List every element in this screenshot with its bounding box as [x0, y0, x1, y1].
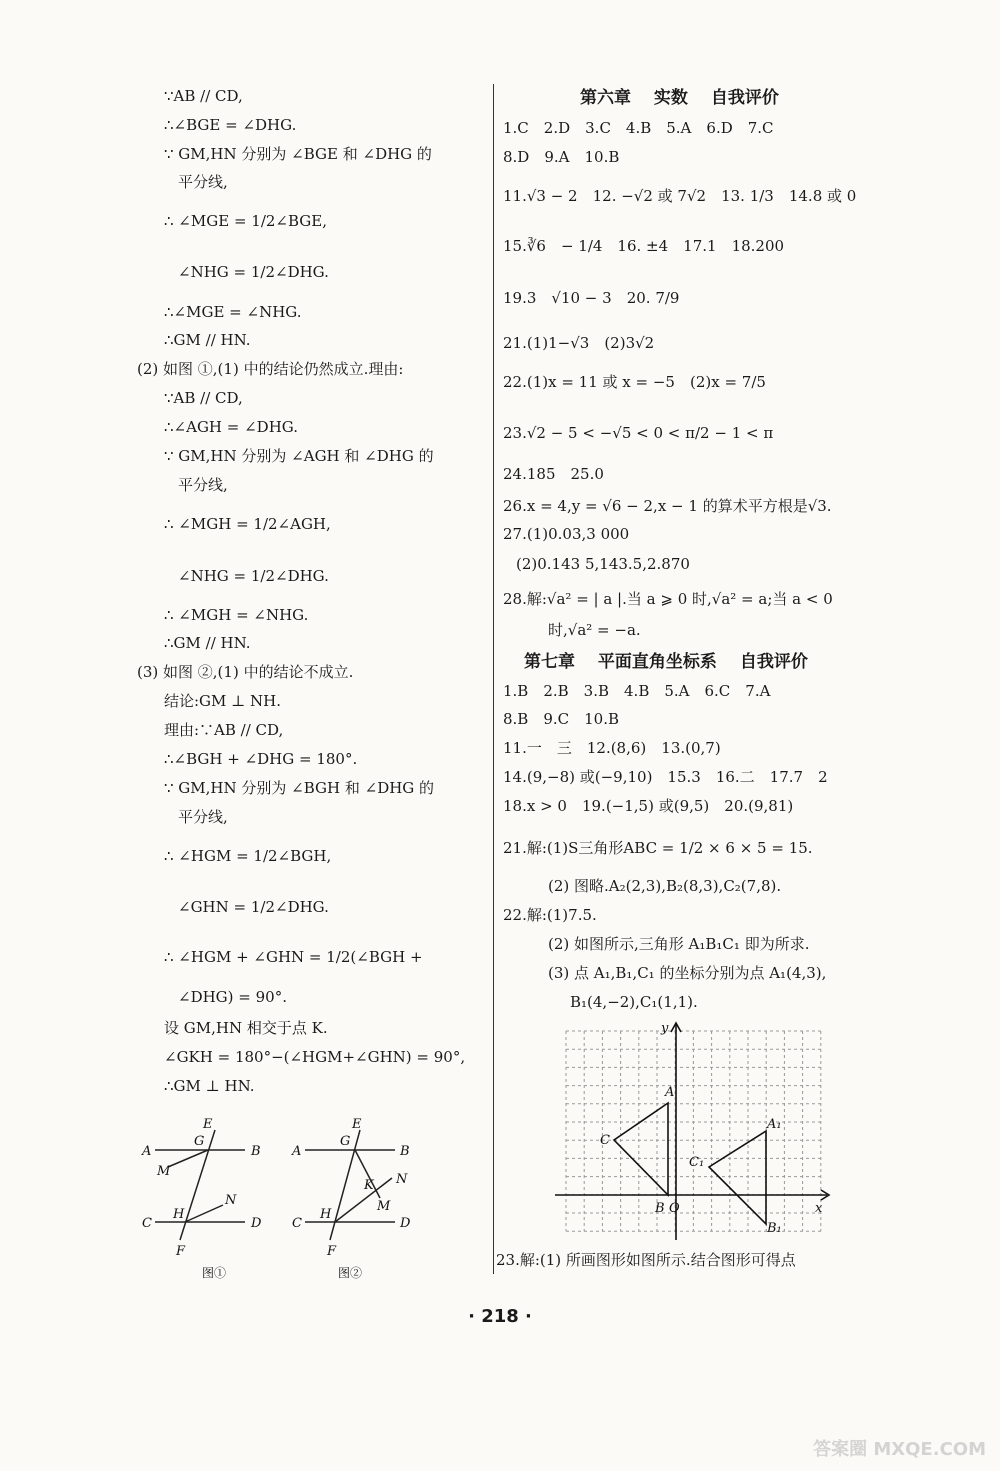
label-N: N — [225, 1193, 237, 1208]
text-line: 时,√a² = −a. — [548, 621, 641, 639]
page-number: · 218 · — [468, 1306, 532, 1327]
text-line: 24.185 25.0 — [503, 465, 604, 483]
text-line: ∵ GM,HN 分别为 ∠BGH 和 ∠DHG 的 — [164, 779, 435, 797]
column-divider — [493, 84, 494, 1274]
text-line: (2) 如图所示,三角形 A₁B₁C₁ 即为所求. — [548, 935, 810, 953]
text-line: ∴GM // HN. — [164, 634, 251, 652]
text-line: 27.(1)0.03,3 000 — [503, 525, 630, 543]
text-line: 11.一 三 12.(8,6) 13.(0,7) — [503, 739, 721, 757]
text-line: (3) 如图 ②,(1) 中的结论不成立. — [137, 663, 354, 681]
text-line: 18.x > 0 19.(−1,5) 或(9,5) 20.(9,81) — [503, 797, 794, 815]
label-G: G — [340, 1134, 351, 1149]
text-line: 23.解:(1) 所画图形如图所示.结合图形可得点 — [496, 1251, 796, 1269]
text-line: 19.3 √10 − 3 20. 7/9 — [503, 289, 680, 307]
text-line: 8.D 9.A 10.B — [503, 148, 620, 166]
label-E: E — [352, 1117, 362, 1132]
text-line: 理由:∵AB // CD, — [164, 721, 284, 739]
text-line: ∴GM ⊥ HN. — [164, 1077, 255, 1095]
label-D: D — [400, 1216, 411, 1231]
text-line: ∵ GM,HN 分别为 ∠BGE 和 ∠DHG 的 — [164, 145, 432, 163]
label-G: G — [194, 1134, 205, 1149]
text-line: B₁(4,−2),C₁(1,1). — [570, 993, 698, 1011]
label-B: B — [400, 1144, 410, 1159]
point-B1-label: B₁ — [767, 1221, 782, 1236]
text-line: ∴ ∠MGH = 1/2∠AGH, — [164, 515, 331, 533]
text-line: ∴ ∠HGM + ∠GHN = 1/2(∠BGH + — [164, 948, 423, 966]
coordinate-grid — [545, 1018, 845, 1248]
text-line: 8.B 9.C 10.B — [503, 710, 620, 728]
label-B: B — [251, 1144, 261, 1159]
text-line: 21.(1)1−√3 (2)3√2 — [503, 334, 655, 352]
label-E: E — [203, 1117, 213, 1132]
label-F: F — [327, 1244, 337, 1259]
label-H: H — [173, 1207, 185, 1222]
label-F: F — [176, 1244, 186, 1259]
label-M: M — [377, 1199, 391, 1214]
text-line: 11.√3 − 2 12. −√2 或 7√2 13. 1/3 14.8 或 0 — [503, 187, 857, 205]
origin-label: O — [669, 1201, 680, 1216]
text-line: (2)0.143 5,143.5,2.870 — [516, 555, 690, 573]
text-line: 28.解:√a² = | a |.当 a ⩾ 0 时,√a² = a;当 a < 0 — [503, 590, 833, 608]
point-C1-label: C₁ — [689, 1155, 705, 1170]
point-C-label: C — [600, 1133, 610, 1148]
point-A-label: A — [665, 1085, 675, 1100]
text-line: (3) 点 A₁,B₁,C₁ 的坐标分别为点 A₁(4,3), — [548, 964, 827, 982]
text-line: ∵AB // CD, — [164, 87, 243, 105]
text-line: 结论:GM ⊥ NH. — [164, 692, 282, 710]
text-line: ∠NHG = 1/2∠DHG. — [178, 263, 329, 281]
text-line: ∵AB // CD, — [164, 389, 243, 407]
text-line: ∠GHN = 1/2∠DHG. — [178, 898, 329, 916]
text-line: 21.解:(1)S三角形ABC = 1/2 × 6 × 5 = 15. — [503, 839, 813, 857]
text-line: 14.(9,−8) 或(−9,10) 15.3 16.二 17.7 2 — [503, 768, 828, 786]
point-A1-label: A₁ — [767, 1117, 782, 1132]
figure-1-caption: 图① — [202, 1266, 227, 1280]
label-M: M — [157, 1164, 171, 1179]
text-line: ∴ ∠MGE = 1/2∠BGE, — [164, 212, 327, 230]
text-line: ∴∠AGH = ∠DHG. — [164, 418, 299, 436]
text-line: 23.√2 − 5 < −√5 < 0 < π/2 − 1 < π — [503, 424, 774, 442]
text-line: ∠DHG) = 90°. — [178, 988, 287, 1006]
label-K: K — [364, 1178, 374, 1193]
chapter-7-heading: 第七章 平面直角坐标系 自我评价 — [524, 652, 808, 672]
text-line: 26.x = 4,y = √6 − 2,x − 1 的算术平方根是√3. — [503, 497, 832, 515]
text-line: 22.(1)x = 11 或 x = −5 (2)x = 7/5 — [503, 373, 766, 391]
text-line: ∴∠MGE = ∠NHG. — [164, 303, 302, 321]
label-C: C — [142, 1216, 152, 1231]
text-line: ∴∠BGH + ∠DHG = 180°. — [164, 750, 358, 768]
text-line: ∴ ∠MGH = ∠NHG. — [164, 606, 309, 624]
text-line: 平分线, — [178, 476, 228, 494]
text-line: ∠NHG = 1/2∠DHG. — [178, 567, 329, 585]
text-line: 15.∛6 − 1/4 16. ±4 17.1 18.200 — [503, 237, 785, 255]
text-line: ∠GKH = 180°−(∠HGM+∠GHN) = 90°, — [164, 1048, 466, 1066]
text-line: ∴∠BGE = ∠DHG. — [164, 116, 297, 134]
x-axis-label: x — [815, 1201, 823, 1216]
text-line: ∴GM // HN. — [164, 331, 251, 349]
y-axis-label: y — [661, 1021, 669, 1036]
label-C: C — [292, 1216, 302, 1231]
text-line: 1.C 2.D 3.C 4.B 5.A 6.D 7.C — [503, 119, 774, 137]
label-A: A — [292, 1144, 302, 1159]
text-line: 平分线, — [178, 173, 228, 191]
watermark: 答案圈 MXQE.COM — [813, 1439, 986, 1460]
label-A: A — [142, 1144, 152, 1159]
text-line: 22.解:(1)7.5. — [503, 906, 597, 924]
text-line: 平分线, — [178, 808, 228, 826]
geometry-figures — [130, 1100, 430, 1280]
text-line: 设 GM,HN 相交于点 K. — [164, 1019, 328, 1037]
text-line: (2) 图略.A₂(2,3),B₂(8,3),C₂(7,8). — [548, 877, 782, 895]
label-H: H — [320, 1207, 332, 1222]
text-line: 1.B 2.B 3.B 4.B 5.A 6.C 7.A — [503, 682, 771, 700]
text-line: ∵ GM,HN 分别为 ∠AGH 和 ∠DHG 的 — [164, 447, 434, 465]
text-line: (2) 如图 ①,(1) 中的结论仍然成立.理由: — [137, 360, 404, 378]
text-line: ∴ ∠HGM = 1/2∠BGH, — [164, 847, 332, 865]
label-D: D — [251, 1216, 262, 1231]
figure-2-caption: 图② — [338, 1266, 363, 1280]
point-B-label: B — [655, 1201, 665, 1216]
chapter-6-heading: 第六章 实数 自我评价 — [580, 88, 779, 108]
label-N: N — [396, 1172, 408, 1187]
